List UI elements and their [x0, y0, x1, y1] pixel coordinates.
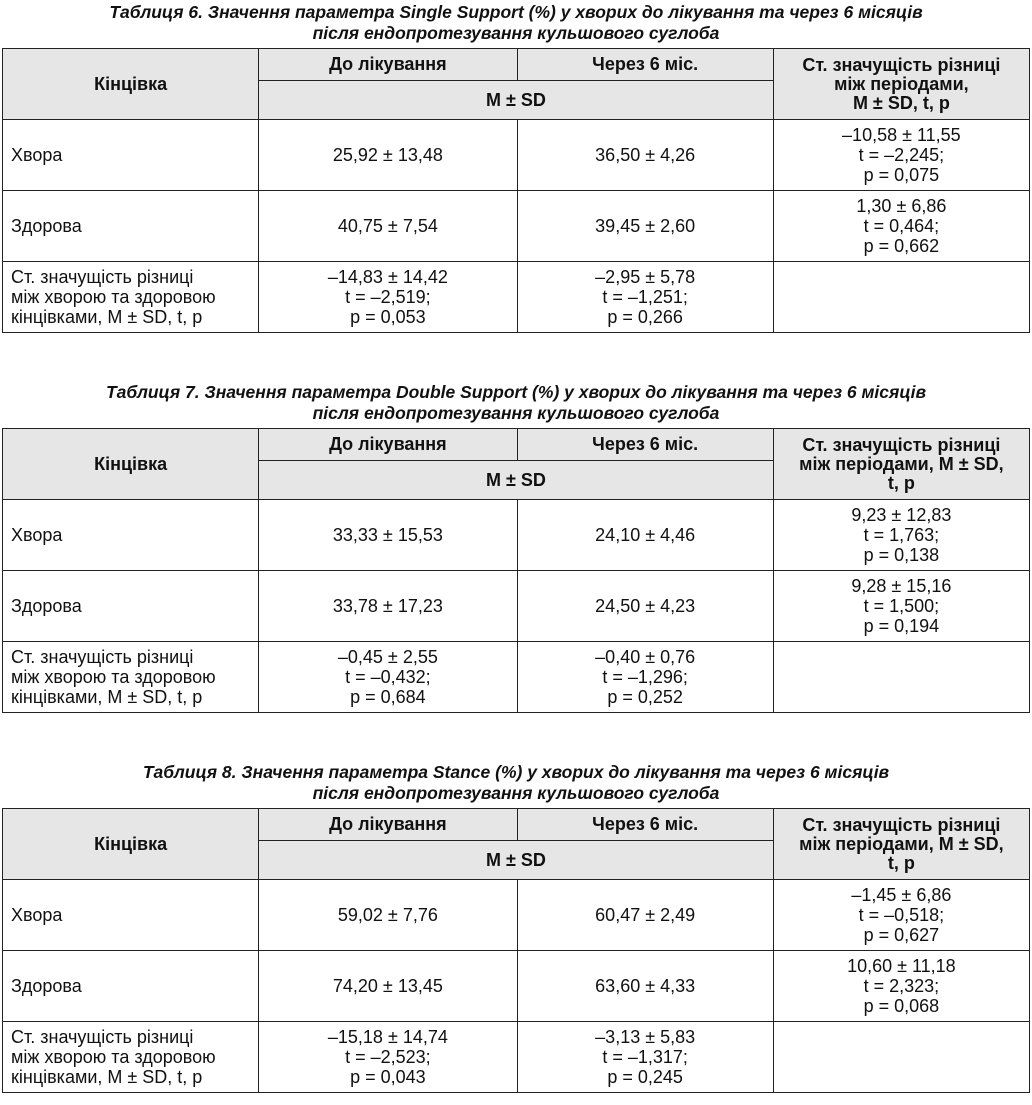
table-8-caption: Таблиця 8. Значення параметра Stance (%) у хворих до лікування та через 6 місяців після ендопротезування кульшового суглоба — [142, 762, 890, 803]
table-7-caption: Таблиця 7. Значення параметра Double Support (%) у хворих до лікування та через 6 місяців після ендопротезування кульшового суглоба — [105, 382, 927, 423]
header-significance: Ст. значущість різниці між періодами, M ± SD, t, p — [773, 49, 1029, 120]
cell-significance: 10,60 ± 11,18 t = 2,323; p = 0,068 — [773, 951, 1029, 1022]
row-label: Хвора — [3, 500, 259, 571]
table-row — [3, 642, 1030, 713]
cell-after: –2,95 ± 5,78 t = –1,251; p = 0,266 — [517, 262, 773, 333]
row-label: Ст. значущість різниці між хворою та здоровою кінцівками, M ± SD, t, p — [3, 1022, 259, 1093]
cell-significance: –10,58 ± 11,55 t = –2,245; p = 0,075 — [773, 120, 1029, 191]
cell-after: –0,40 ± 0,76 t = –1,296; p = 0,252 — [517, 642, 773, 713]
cell-before: –0,45 ± 2,55 t = –0,432; p = 0,684 — [259, 642, 517, 713]
header-msd: M ± SD — [259, 461, 774, 500]
row-label: Ст. значущість різниці між хворою та здоровою кінцівками, M ± SD, t, p — [3, 642, 259, 713]
cell-after: 24,50 ± 4,23 — [517, 571, 773, 642]
cell-significance-empty — [773, 262, 1029, 333]
header-after: Через 6 міс. — [517, 49, 773, 81]
cell-before: 59,02 ± 7,76 — [259, 880, 517, 951]
cell-before: 74,20 ± 13,45 — [259, 951, 517, 1022]
table-row — [3, 191, 1030, 262]
table-row — [3, 1022, 1030, 1093]
cell-before: –15,18 ± 14,74 t = –2,523; p = 0,043 — [259, 1022, 517, 1093]
table-8 — [2, 808, 1030, 1093]
row-label: Здорова — [3, 191, 259, 262]
header-limb: Кінцівка — [3, 809, 259, 880]
table-row — [3, 120, 1030, 191]
cell-significance-empty — [773, 642, 1029, 713]
row-label: Ст. значущість різниці між хворою та здоровою кінцівками, M ± SD, t, p — [3, 262, 259, 333]
table-6-caption: Таблиця 6. Значення параметра Single Support (%) у хворих до лікування та через 6 місяців після ендопротезування кульшового суглоба — [109, 2, 923, 43]
header-before: До лікування — [259, 49, 517, 81]
table-7 — [2, 428, 1030, 713]
header-significance: Ст. значущість різниці між періодами, M ± SD, t, p — [773, 809, 1029, 880]
header-significance: Ст. значущість різниці між періодами, M ± SD, t, p — [773, 429, 1029, 500]
header-limb: Кінцівка — [3, 429, 259, 500]
table-8-block — [2, 762, 1030, 1093]
header-limb: Кінцівка — [3, 49, 259, 120]
cell-after: 63,60 ± 4,33 — [517, 951, 773, 1022]
cell-before: –14,83 ± 14,42 t = –2,519; p = 0,053 — [259, 262, 517, 333]
cell-significance: 9,23 ± 12,83 t = 1,763; p = 0,138 — [773, 500, 1029, 571]
header-msd: M ± SD — [259, 81, 774, 120]
table-7-block — [2, 382, 1030, 713]
cell-after: 24,10 ± 4,46 — [517, 500, 773, 571]
header-msd: M ± SD — [259, 841, 774, 880]
table-row — [3, 500, 1030, 571]
cell-before: 33,78 ± 17,23 — [259, 571, 517, 642]
table-row — [3, 880, 1030, 951]
cell-significance: –1,45 ± 6,86 t = –0,518; p = 0,627 — [773, 880, 1029, 951]
table-row — [3, 571, 1030, 642]
cell-significance: 1,30 ± 6,86 t = 0,464; p = 0,662 — [773, 191, 1029, 262]
header-before: До лікування — [259, 809, 517, 841]
cell-before: 25,92 ± 13,48 — [259, 120, 517, 191]
cell-after: 36,50 ± 4,26 — [517, 120, 773, 191]
cell-after: 39,45 ± 2,60 — [517, 191, 773, 262]
cell-after: 60,47 ± 2,49 — [517, 880, 773, 951]
header-after: Через 6 міс. — [517, 429, 773, 461]
header-before: До лікування — [259, 429, 517, 461]
cell-before: 40,75 ± 7,54 — [259, 191, 517, 262]
cell-before: 33,33 ± 15,53 — [259, 500, 517, 571]
header-after: Через 6 міс. — [517, 809, 773, 841]
row-label: Хвора — [3, 880, 259, 951]
table-6-block — [2, 2, 1030, 333]
cell-significance-empty — [773, 1022, 1029, 1093]
table-row — [3, 262, 1030, 333]
cell-significance: 9,28 ± 15,16 t = 1,500; p = 0,194 — [773, 571, 1029, 642]
row-label: Здорова — [3, 571, 259, 642]
table-6 — [2, 48, 1030, 333]
row-label: Здорова — [3, 951, 259, 1022]
cell-after: –3,13 ± 5,83 t = –1,317; p = 0,245 — [517, 1022, 773, 1093]
row-label: Хвора — [3, 120, 259, 191]
table-row — [3, 951, 1030, 1022]
